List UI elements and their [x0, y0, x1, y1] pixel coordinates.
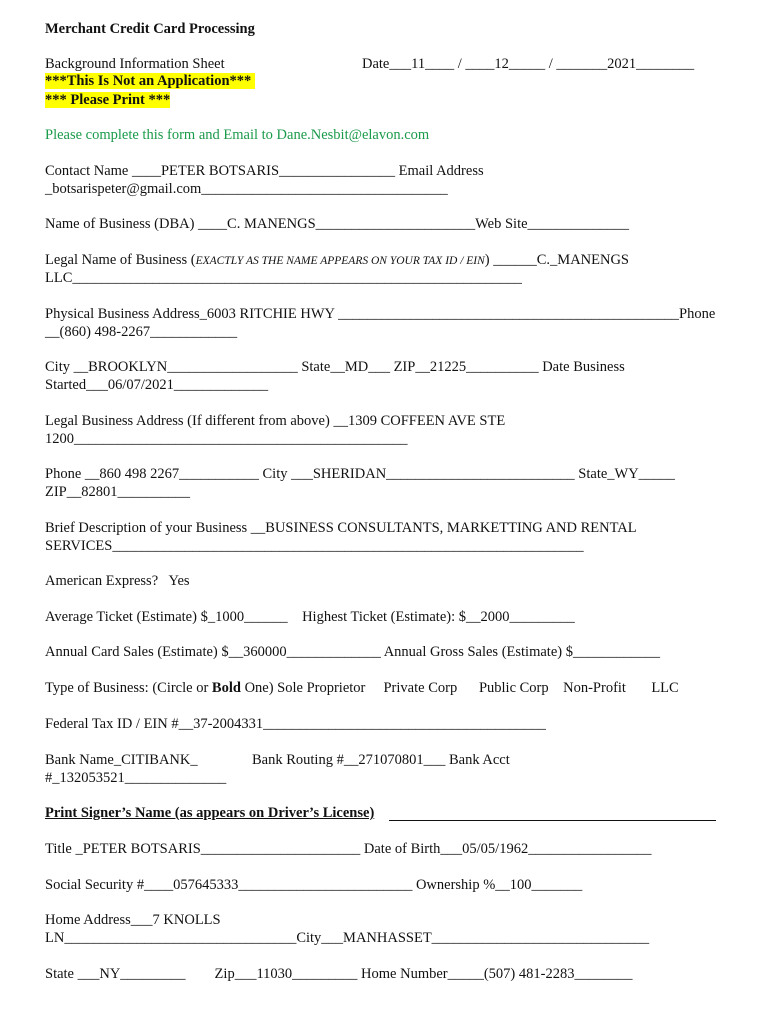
please-print-notice: *** Please Print *** — [45, 92, 171, 108]
legal-name-continued: LLC______________________________________________________________ — [45, 270, 522, 286]
signer-name-label: Print Signer’s Name (as appears on Driver’s License) — [45, 805, 375, 821]
signer-name-field — [45, 804, 374, 822]
home-state-zip-phone-field: State ___NY_________ Zip___11030_________ Home Number_____(507) 481-2283________ — [45, 966, 633, 982]
city-state-zip-field: City __BROOKLYN__________________ State__MD___ ZIP__21225__________ Date Business — [45, 359, 625, 375]
business-type-prefix: Type of Business: (Circle or — [45, 680, 212, 696]
signer-name-line — [389, 820, 716, 821]
phone-label: Phone — [679, 306, 716, 322]
date-started-field: Started___06/07/2021_____________ — [45, 377, 269, 393]
legal-name-prefix: Legal Name of Business ( — [45, 252, 196, 268]
contact-name-field: Contact Name ____PETER BOTSARIS________________ Email Address — [45, 163, 484, 179]
physical-address-field: Physical Business Address_6003 RITCHIE HWY _______________________________________________ — [45, 306, 679, 322]
legal-zip-field: ZIP__82801__________ — [45, 484, 190, 500]
legal-address-continued: 1200______________________________________________ — [45, 431, 408, 447]
business-description-field: Brief Description of your Business __BUSINESS CONSULTANTS, MARKETTING AND RENTAL — [45, 520, 637, 536]
form-title: Merchant Credit Card Processing — [45, 21, 255, 37]
home-address-continued: LN________________________________City___MANHASSET______________________________ — [45, 930, 650, 946]
ticket-estimates-field: Average Ticket (Estimate) $_1000______ Highest Ticket (Estimate): $__2000_________ — [45, 609, 575, 625]
business-type-bold: Bold — [211, 680, 241, 696]
sheet-label: Background Information Sheet — [45, 56, 225, 72]
physical-phone-field: __(860) 498-2267____________ — [45, 324, 238, 340]
legal-name-note: EXACTLY AS THE NAME APPEARS ON YOUR TAX ID / EIN — [195, 255, 485, 267]
business-description-continued: SERVICES_________________________________________________________________ — [45, 538, 584, 554]
home-address-field: Home Address___7 KNOLLS — [45, 912, 221, 928]
business-type-field — [45, 679, 679, 697]
title-dob-field: Title _PETER BOTSARIS______________________ Date of Birth___05/05/1962_________________ — [45, 841, 652, 857]
legal-name-field — [45, 251, 629, 270]
email-field: _botsarispeter@gmail.com__________________________________ — [45, 181, 448, 197]
legal-address-field: Legal Business Address (If different from above) __1309 COFFEEN AVE STE — [45, 413, 506, 429]
sales-estimates-field: Annual Card Sales (Estimate) $__360000_____________ Annual Gross Sales (Estimate) $____________ — [45, 644, 660, 660]
business-type-options: One) Sole Proprietor Private Corp Public Corp Non-Profit LLC — [240, 680, 679, 696]
date-field: Date___11____ / ____12_____ / _______2021________ — [362, 56, 695, 72]
bank-field: Bank Name_CITIBANK_ Bank Routing #__271070801___ Bank Acct — [45, 752, 510, 768]
instructions-text: Please complete this form and Email to Dane.Nesbit@elavon.com — [45, 127, 430, 143]
not-application-notice: ***This Is Not an Application*** — [45, 73, 255, 89]
amex-field: American Express? Yes — [45, 573, 190, 589]
bank-account-field: #_132053521______________ — [45, 770, 227, 786]
tax-id-field: Federal Tax ID / EIN #__37-2004331_______________________________________ — [45, 716, 546, 732]
legal-name-value: ) ______C._MANENGS — [484, 252, 629, 268]
ssn-ownership-field: Social Security #____057645333________________________ Ownership %__100_______ — [45, 877, 583, 893]
legal-phone-city-state-field: Phone __860 498 2267___________ City ___SHERIDAN__________________________ State_WY_____ — [45, 466, 675, 482]
business-name-field: Name of Business (DBA) ____C. MANENGS______________________Web Site______________ — [45, 216, 630, 232]
